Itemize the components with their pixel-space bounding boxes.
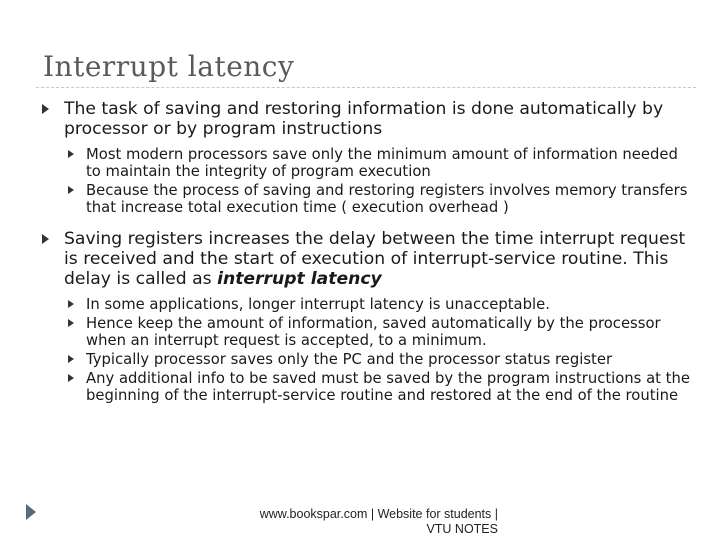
sub-bullet-text: Typically processor saves only the PC and the processor status register: [86, 351, 613, 368]
keyword-interrupt-latency: interrupt latency: [217, 269, 382, 289]
bullet-2-text-before: Saving registers increases the delay between the time interrupt request is received and the start of execution of interrupt-service routine. This delay is called as: [64, 229, 686, 289]
sub-bullet: [64, 370, 696, 404]
triangle-bullet-icon: [42, 234, 49, 244]
triangle-bullet-icon: [68, 300, 74, 308]
title-divider: [36, 87, 696, 88]
slide-content: [36, 96, 696, 406]
bullet-1: [36, 99, 696, 216]
bullet-2-text: [64, 229, 696, 289]
sub-bullet: [64, 296, 696, 313]
sub-bullet: [64, 351, 696, 368]
sub-bullet-text: Because the process of saving and restoring registers involves memory transfers that increase total execution time ( execution overhead ): [86, 182, 688, 216]
bullet-1-text: The task of saving and restoring information is done automatically by processor or by program instructions: [64, 99, 664, 139]
triangle-bullet-icon: [68, 319, 74, 327]
triangle-bullet-icon: [68, 374, 74, 382]
bullet-2: [36, 229, 696, 404]
triangle-bullet-icon: [68, 150, 74, 158]
sub-bullet-text: Hence keep the amount of information, saved automatically by the processor when an interrupt request is accepted, to a minimum.: [86, 315, 661, 349]
footer: [232, 507, 498, 537]
sub-bullet: [64, 146, 696, 180]
next-slide-arrow-icon[interactable]: [26, 504, 36, 520]
footer-line-1: www.bookspar.com | Website for students |: [259, 507, 498, 521]
triangle-bullet-icon: [68, 355, 74, 363]
triangle-bullet-icon: [68, 186, 74, 194]
slide-title: Interrupt latency: [43, 50, 295, 83]
triangle-bullet-icon: [42, 104, 49, 114]
sub-bullet-text: In some applications, longer interrupt latency is unacceptable.: [86, 296, 550, 313]
sub-bullet: [64, 315, 696, 349]
sub-bullet: [64, 182, 696, 216]
sub-bullet-text: Any additional info to be saved must be saved by the program instructions at the beginning of the interrupt-service routine and restored at the end of the routine: [86, 370, 690, 404]
footer-line-2: VTU NOTES: [426, 522, 498, 536]
sub-bullet-text: Most modern processors save only the minimum amount of information needed to maintain the integrity of program execution: [86, 146, 678, 180]
